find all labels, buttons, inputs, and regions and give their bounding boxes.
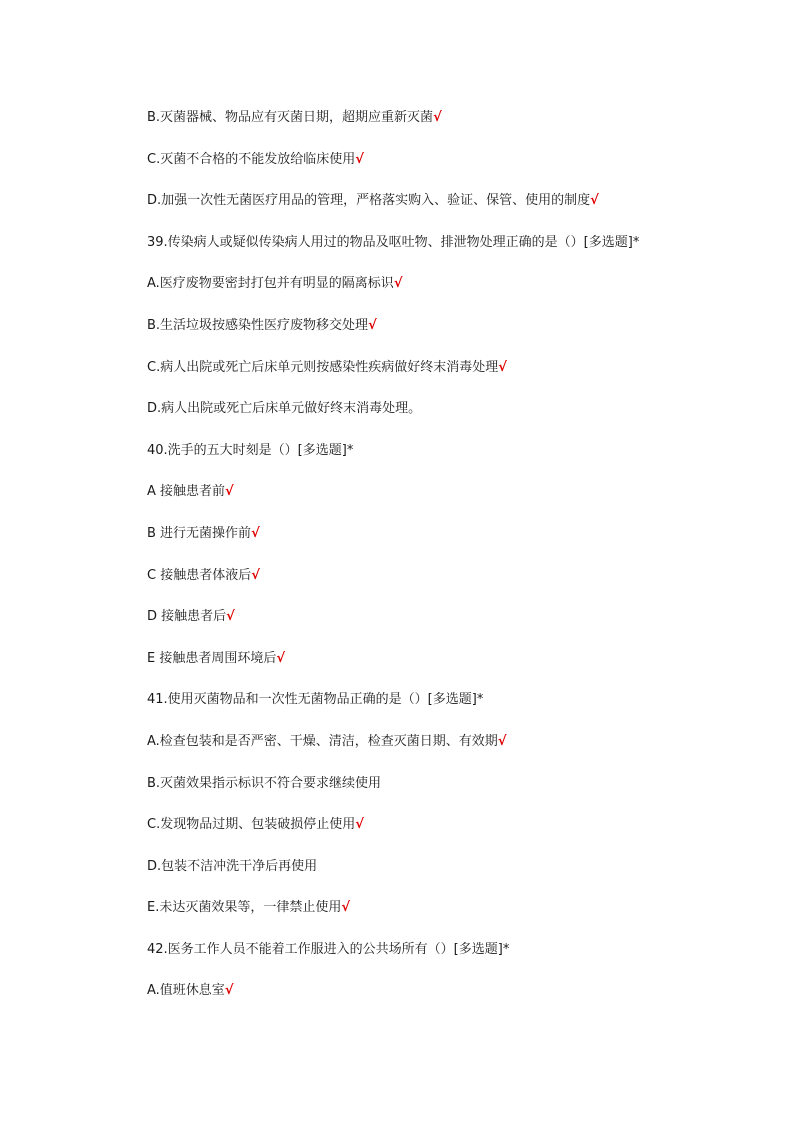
option-label: C.病人出院或死亡后床单元则按感染性疾病做好终末消毒处理 bbox=[147, 359, 499, 375]
option-label: C 接触患者体液后 bbox=[147, 567, 252, 583]
option-text bbox=[147, 272, 707, 314]
document-body bbox=[147, 106, 707, 1021]
option-text bbox=[147, 855, 707, 897]
question-label: 41.使用灭菌物品和一次性无菌物品正确的是（）[多选题]* bbox=[147, 692, 484, 708]
option-label: A.值班休息室 bbox=[147, 983, 225, 999]
option-text bbox=[147, 772, 707, 814]
option-text bbox=[147, 564, 707, 606]
option-label: D.病人出院或死亡后床单元做好终末消毒处理。 bbox=[147, 401, 422, 417]
question-text bbox=[147, 231, 707, 273]
option-text bbox=[147, 522, 707, 564]
option-text bbox=[147, 730, 707, 772]
option-text bbox=[147, 356, 707, 398]
option-text bbox=[147, 314, 707, 356]
question-text bbox=[147, 938, 707, 980]
check-mark-icon: √ bbox=[590, 193, 599, 209]
option-label: D.加强一次性无菌医疗用品的管理，严格落实购入、验证、保管、使用的制度 bbox=[147, 193, 591, 209]
option-label: B.灭菌效果指示标识不符合要求继续使用 bbox=[147, 775, 382, 791]
option-text bbox=[147, 813, 707, 855]
option-label: D.包装不洁冲洗干净后再使用 bbox=[147, 858, 318, 874]
option-label: A.医疗废物要密封打包并有明显的隔离标识 bbox=[147, 276, 394, 292]
check-mark-icon: √ bbox=[225, 484, 234, 500]
question-label: 39.传染病人或疑似传染病人用过的物品及呕吐物、排泄物处理正确的是（）[多选题]* bbox=[147, 234, 640, 250]
check-mark-icon: √ bbox=[276, 650, 286, 666]
check-mark-icon: √ bbox=[251, 567, 260, 583]
option-text bbox=[147, 480, 707, 522]
check-mark-icon: √ bbox=[341, 900, 351, 916]
option-text bbox=[147, 647, 707, 689]
option-text bbox=[147, 106, 707, 148]
question-label: 40.洗手的五大时刻是（）[多选题]* bbox=[147, 442, 354, 458]
question-label: 42.医务工作人员不能着工作服进入的公共场所有（）[多选题]* bbox=[147, 941, 510, 957]
option-text bbox=[147, 397, 707, 439]
check-mark-icon: √ bbox=[497, 733, 507, 749]
question-text bbox=[147, 439, 707, 481]
option-label: E.未达灭菌效果等，一律禁止使用 bbox=[147, 900, 342, 916]
option-label: C.灭菌不合格的不能发放给临床使用 bbox=[147, 151, 356, 167]
option-label: E 接触患者周围环境后 bbox=[147, 650, 277, 666]
option-label: D 接触患者后 bbox=[147, 609, 227, 625]
option-label: B 进行无菌操作前 bbox=[147, 525, 252, 541]
option-label: C.发现物品过期、包装破损停止使用 bbox=[147, 817, 356, 833]
option-text bbox=[147, 979, 707, 1021]
option-label: A 接触患者前 bbox=[147, 484, 226, 500]
check-mark-icon: √ bbox=[251, 525, 260, 541]
check-mark-icon: √ bbox=[355, 151, 364, 167]
check-mark-icon: √ bbox=[226, 609, 235, 625]
check-mark-icon: √ bbox=[433, 110, 442, 125]
option-text bbox=[147, 148, 707, 190]
check-mark-icon: √ bbox=[368, 317, 377, 333]
option-label: B.灭菌器械、物品应有灭菌日期，超期应重新灭菌 bbox=[147, 110, 434, 125]
question-text bbox=[147, 688, 707, 730]
check-mark-icon: √ bbox=[498, 359, 507, 375]
option-text bbox=[147, 189, 707, 231]
option-label: A.检查包装和是否严密、干燥、清洁，检查灭菌日期、有效期 bbox=[147, 733, 498, 749]
check-mark-icon: √ bbox=[224, 983, 234, 999]
check-mark-icon: √ bbox=[355, 817, 364, 833]
check-mark-icon: √ bbox=[393, 276, 403, 292]
option-label: B.生活垃圾按感染性医疗废物移交处理 bbox=[147, 317, 369, 333]
option-text bbox=[147, 605, 707, 647]
option-text bbox=[147, 896, 707, 938]
